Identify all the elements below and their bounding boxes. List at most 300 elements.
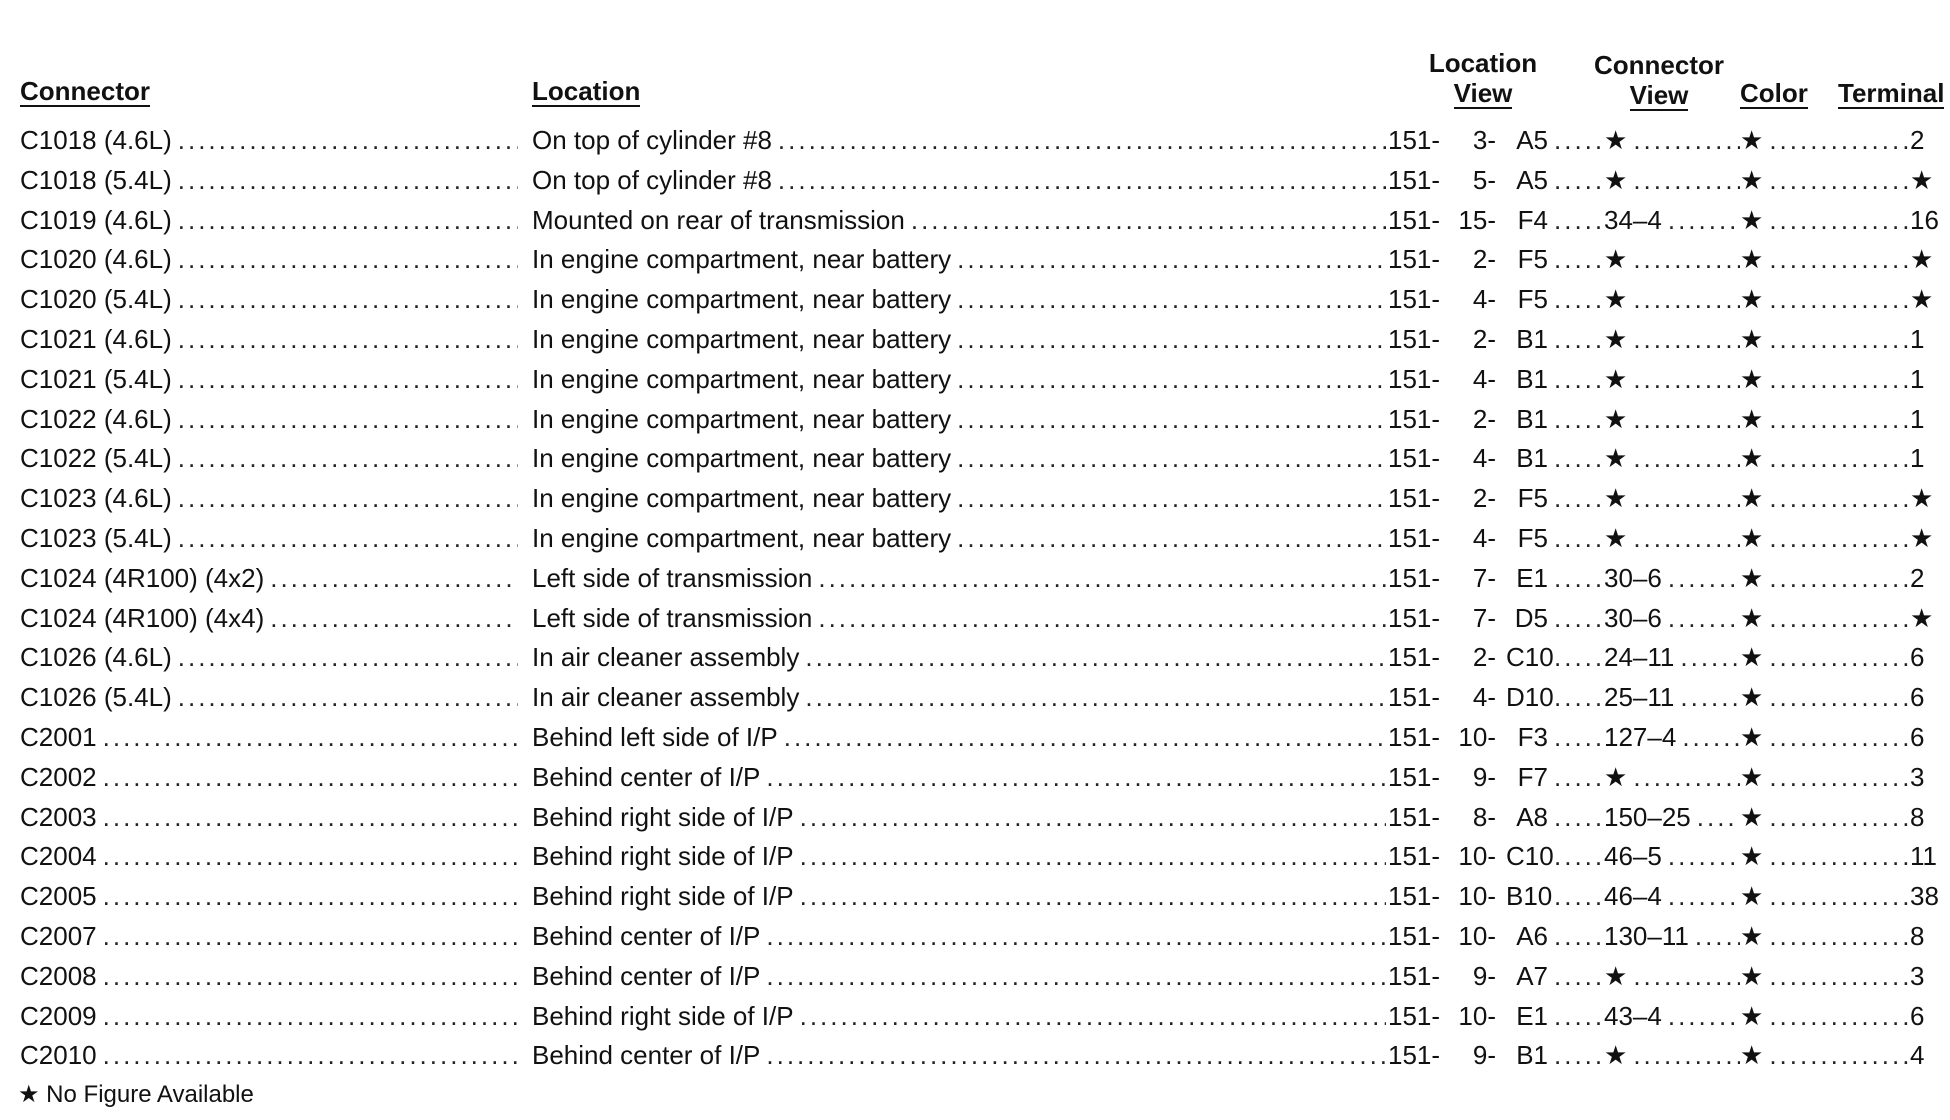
dot-leader [1548,478,1604,518]
connector-view-value: 30–6 [1604,602,1662,633]
location-text: In engine compartment, near battery [532,363,952,394]
connector-id: C1020 (4.6L) [20,244,172,275]
location-view-grid: A7 [1516,960,1548,991]
location-view-grid: F4 [1517,204,1548,235]
location-text: Left side of transmission [532,562,813,593]
terminal-cell [1910,717,1950,757]
color-value: ★ [1740,801,1764,832]
location-view-cell [1388,438,1604,478]
connector-view-value: 127–4 [1604,722,1677,752]
dot-leader [1763,677,1910,717]
connector-view-cell [1604,757,1740,797]
location-view-grid: B1 [1516,363,1548,394]
color-value: ★ [1740,1040,1764,1071]
location-cell [532,996,1386,1036]
location-view-prefix: 151- [1388,602,1441,633]
header-connector [20,76,150,107]
location-view-page: 10- [1458,881,1496,912]
terminal-value: 8 [1910,801,1925,832]
color-value: ★ [1740,722,1764,752]
terminal-cell [1910,996,1950,1036]
dot-leader [1548,717,1604,757]
color-value: ★ [1740,761,1764,792]
location-view-cell [1388,717,1604,757]
location-view-prefix: 151- [1388,801,1441,832]
location-cell [532,279,1386,319]
location-view-page: 2- [1472,642,1496,673]
location-text: In engine compartment, near battery [532,244,952,275]
dot-leader [1627,279,1740,319]
dot-leader [1763,876,1910,916]
dot-leader [172,160,518,200]
color-value: ★ [1740,562,1764,593]
header-connector-view [1586,50,1732,111]
location-text: Behind right side of I/P [532,881,794,912]
dot-leader [264,558,518,598]
dot-leader [794,876,1386,916]
terminal-cell [1910,836,1950,876]
location-view-grid: A5 [1516,125,1548,155]
dot-leader [1548,160,1604,200]
dot-leader [1548,637,1604,677]
dot-leader [1548,677,1604,717]
connector-view-value: 43–4 [1604,1000,1662,1031]
dot-leader [1763,916,1910,956]
color-value: ★ [1740,244,1764,275]
connector-id: C2001 [20,722,97,752]
dot-leader [760,1035,1386,1075]
location-view-cell [1388,319,1604,359]
table-row [0,1035,1950,1075]
dot-leader [1689,916,1740,956]
dot-leader [1627,160,1740,200]
terminal-value: 6 [1910,1000,1925,1031]
connector-id: C1022 (5.4L) [20,443,172,474]
dot-leader [760,757,1386,797]
color-cell [1740,1035,1910,1075]
table-row [0,359,1950,399]
dot-leader [172,677,518,717]
connector-cell [20,996,518,1036]
dot-leader [1662,558,1740,598]
connector-view-cell [1604,677,1740,717]
location-cell [532,956,1386,996]
terminal-cell [1910,478,1950,518]
connector-view-value: 150–25 [1604,801,1691,832]
header-terminal [1838,78,1944,109]
terminal-cell [1910,200,1950,240]
color-cell [1740,359,1910,399]
dot-leader [1662,200,1740,240]
location-view-cell [1388,120,1604,160]
header-terminal-label: Terminal [1838,78,1945,108]
location-view-grid: B10 [1506,881,1553,912]
location-text: On top of cylinder #8 [532,164,772,195]
color-value: ★ [1740,642,1764,673]
dot-leader [172,359,518,399]
dot-leader [1548,239,1604,279]
connector-id: C2010 [20,1040,97,1071]
connector-view-value: 46–5 [1604,841,1662,872]
color-cell [1740,717,1910,757]
connector-cell [20,359,518,399]
dot-leader [1627,478,1740,518]
dot-leader [951,359,1386,399]
location-view-cell [1388,757,1604,797]
location-view-grid: B1 [1516,443,1548,474]
dot-leader [97,956,518,996]
connector-id: C1023 (4.6L) [20,483,172,514]
location-view-grid: D5 [1514,602,1548,633]
location-view-cell [1388,797,1604,837]
location-view-page: 9- [1472,960,1496,991]
dot-leader [1548,1035,1604,1075]
location-cell [532,319,1386,359]
dot-leader [1548,996,1604,1036]
connector-id: C1024 (4R100) (4x4) [20,602,265,633]
location-text: In engine compartment, near battery [532,443,952,474]
connector-id: C1019 (4.6L) [20,204,172,235]
terminal-cell [1910,160,1950,200]
dot-leader [1763,558,1910,598]
color-value: ★ [1740,204,1764,235]
dot-leader [1548,200,1604,240]
dot-leader [1548,916,1604,956]
dot-leader [1662,876,1740,916]
terminal-value: ★ [1910,523,1934,553]
connector-cell [20,279,518,319]
location-cell [532,876,1386,916]
location-view-page: 2- [1472,403,1496,434]
location-view-cell [1388,160,1604,200]
terminal-cell [1910,558,1950,598]
connector-view-value: ★ [1604,483,1628,514]
footnote: ★ No Figure Available [18,1081,254,1108]
dot-leader [1674,637,1740,677]
terminal-value: 11 [1910,841,1937,872]
terminal-value: 1 [1910,324,1925,354]
connector-cell [20,637,518,677]
color-cell [1740,200,1910,240]
dot-leader [172,120,518,160]
dot-leader [172,399,518,439]
dot-leader [1763,956,1910,996]
header-location-view-line1: Location [1428,48,1538,78]
connector-id: C1023 (5.4L) [20,523,172,553]
connector-view-cell [1604,518,1740,558]
dot-leader [1763,1035,1910,1075]
terminal-cell [1910,239,1950,279]
location-view-prefix: 151- [1388,324,1441,354]
connector-cell [20,876,518,916]
connector-view-cell [1604,558,1740,598]
location-cell [532,598,1386,638]
connector-view-cell [1604,319,1740,359]
connector-view-cell [1604,438,1740,478]
connector-view-cell [1604,1035,1740,1075]
connector-view-cell [1604,956,1740,996]
terminal-cell [1910,399,1950,439]
connector-id: C1021 (5.4L) [20,363,172,394]
dot-leader [1548,438,1604,478]
connector-view-value: ★ [1604,324,1628,354]
connector-view-cell [1604,637,1740,677]
location-cell [532,677,1386,717]
connector-id: C2007 [20,921,97,951]
location-view-page: 7- [1472,562,1496,593]
connector-id: C1024 (4R100) (4x2) [20,562,265,593]
location-cell [532,518,1386,558]
location-view-page: 3- [1472,125,1496,155]
location-view-prefix: 151- [1388,921,1441,951]
dot-leader [951,518,1386,558]
dot-leader [1763,438,1910,478]
connector-view-value: ★ [1604,244,1628,275]
color-value: ★ [1740,363,1764,394]
dot-leader [951,279,1386,319]
location-text: In engine compartment, near battery [532,324,952,354]
location-view-grid: C10 [1506,841,1554,872]
location-view-cell [1388,518,1604,558]
dot-leader [1548,956,1604,996]
header-location-view-line2: View [1453,78,1513,108]
dot-leader [799,677,1386,717]
connector-id: C2009 [20,1000,97,1031]
location-cell [532,200,1386,240]
color-cell [1740,478,1910,518]
location-view-page: 9- [1472,1040,1496,1071]
dot-leader [1763,200,1910,240]
color-cell [1740,319,1910,359]
location-view-page: 5- [1472,164,1496,195]
color-value: ★ [1740,403,1764,434]
dot-leader [951,319,1386,359]
terminal-value: ★ [1910,483,1934,514]
color-cell [1740,399,1910,439]
dot-leader [172,518,518,558]
connector-cell [20,518,518,558]
location-cell [532,239,1386,279]
color-cell [1740,996,1910,1036]
color-value: ★ [1740,960,1764,991]
connector-id: C2004 [20,841,97,872]
dot-leader [812,598,1386,638]
connector-cell [20,120,518,160]
dot-leader [799,637,1386,677]
connector-id: C1021 (4.6L) [20,324,172,354]
location-view-page: 4- [1472,284,1496,315]
connector-cell [20,160,518,200]
table-row [0,916,1950,956]
connector-cell [20,677,518,717]
location-cell [532,797,1386,837]
color-cell [1740,956,1910,996]
header-location-view [1418,48,1548,109]
dot-leader [1763,160,1910,200]
location-text: In engine compartment, near battery [532,523,952,553]
terminal-value: 6 [1910,682,1925,713]
connector-view-value: ★ [1604,1040,1628,1071]
connector-view-value: ★ [1604,284,1628,315]
dot-leader [1763,120,1910,160]
header-location [532,76,640,107]
terminal-value: 3 [1910,960,1925,991]
connector-cell [20,797,518,837]
connector-view-cell [1604,478,1740,518]
terminal-cell [1910,438,1950,478]
dot-leader [1763,478,1910,518]
color-cell [1740,836,1910,876]
color-value: ★ [1740,284,1764,315]
dot-leader [97,876,518,916]
table-row [0,279,1950,319]
dot-leader [1627,120,1740,160]
dot-leader [172,319,518,359]
connector-view-value: ★ [1604,523,1628,553]
connector-view-cell [1604,359,1740,399]
location-view-grid: A5 [1516,164,1548,195]
dot-leader [1763,359,1910,399]
location-view-page: 2- [1472,244,1496,275]
connector-view-value: ★ [1604,125,1628,155]
color-value: ★ [1740,164,1764,195]
dot-leader [1676,717,1740,757]
dot-leader [97,916,518,956]
dot-leader [1548,876,1604,916]
connector-cell [20,478,518,518]
color-cell [1740,558,1910,598]
location-view-grid: F5 [1517,483,1548,514]
connector-id: C1020 (5.4L) [20,284,172,315]
dot-leader [97,717,518,757]
terminal-value: ★ [1910,244,1934,275]
dot-leader [1763,637,1910,677]
table-row [0,996,1950,1036]
location-text: In air cleaner assembly [532,642,800,673]
location-view-grid: F5 [1517,284,1548,315]
connector-view-value: 130–11 [1604,921,1689,951]
connector-view-cell [1604,399,1740,439]
location-view-cell [1388,239,1604,279]
connector-view-cell [1604,797,1740,837]
color-cell [1740,598,1910,638]
location-text: In engine compartment, near battery [532,403,952,434]
color-cell [1740,239,1910,279]
dot-leader [1548,558,1604,598]
connector-cell [20,598,518,638]
location-view-cell [1388,399,1604,439]
dot-leader [172,637,518,677]
location-view-prefix: 151- [1388,881,1441,912]
location-view-grid: E1 [1516,562,1548,593]
terminal-cell [1910,518,1950,558]
location-view-page: 9- [1472,761,1496,792]
location-view-grid: A6 [1516,921,1548,951]
dot-leader [1548,359,1604,399]
location-view-prefix: 151- [1388,562,1441,593]
dot-leader [1548,757,1604,797]
dot-leader [1627,399,1740,439]
connector-id: C2002 [20,761,97,792]
dot-leader [1548,279,1604,319]
dot-leader [1662,598,1740,638]
terminal-value: 4 [1910,1040,1925,1071]
dot-leader [772,120,1386,160]
location-view-cell [1388,359,1604,399]
terminal-cell [1910,677,1950,717]
location-view-grid: B1 [1516,403,1548,434]
terminal-value: 2 [1910,562,1925,593]
connector-cell [20,717,518,757]
connector-cell [20,239,518,279]
terminal-cell [1910,916,1950,956]
dot-leader [97,996,518,1036]
dot-leader [794,836,1386,876]
dot-leader [1548,836,1604,876]
dot-leader [1674,677,1740,717]
location-view-prefix: 151- [1388,841,1441,872]
location-view-page: 10- [1458,1000,1496,1031]
dot-leader [812,558,1386,598]
dot-leader [97,797,518,837]
location-cell [532,478,1386,518]
connector-id: C1018 (5.4L) [20,164,172,195]
dot-leader [1548,319,1604,359]
dot-leader [1627,518,1740,558]
connector-view-value: 30–6 [1604,562,1662,593]
location-view-grid: C10 [1506,642,1554,673]
location-view-cell [1388,279,1604,319]
dot-leader [1763,399,1910,439]
terminal-cell [1910,757,1950,797]
location-view-grid: F7 [1517,761,1548,792]
terminal-value: 38 [1910,881,1939,912]
table-row [0,120,1950,160]
location-view-prefix: 151- [1388,204,1441,235]
terminal-cell [1910,120,1950,160]
dot-leader [1763,797,1910,837]
dot-leader [97,1035,518,1075]
connector-view-cell [1604,717,1740,757]
header-connector-label: Connector [20,76,150,106]
terminal-cell [1910,956,1950,996]
connector-view-cell [1604,598,1740,638]
color-value: ★ [1740,841,1764,872]
header-connector-view-line1: Connector [1594,50,1724,80]
location-cell [532,120,1386,160]
table-row [0,438,1950,478]
location-view-cell [1388,956,1604,996]
location-view-prefix: 151- [1388,164,1441,195]
dot-leader [1548,797,1604,837]
dot-leader [760,956,1386,996]
location-view-page: 4- [1472,363,1496,394]
table-row [0,200,1950,240]
location-view-prefix: 151- [1388,443,1441,474]
connector-view-value: 25–11 [1604,682,1675,713]
dot-leader [1763,757,1910,797]
location-cell [532,558,1386,598]
table-row [0,399,1950,439]
location-view-cell [1388,836,1604,876]
dot-leader [1548,518,1604,558]
connector-cell [20,319,518,359]
table-row [0,637,1950,677]
terminal-value: ★ [1910,164,1934,195]
color-value: ★ [1740,523,1764,553]
color-cell [1740,279,1910,319]
dot-leader [1627,1035,1740,1075]
